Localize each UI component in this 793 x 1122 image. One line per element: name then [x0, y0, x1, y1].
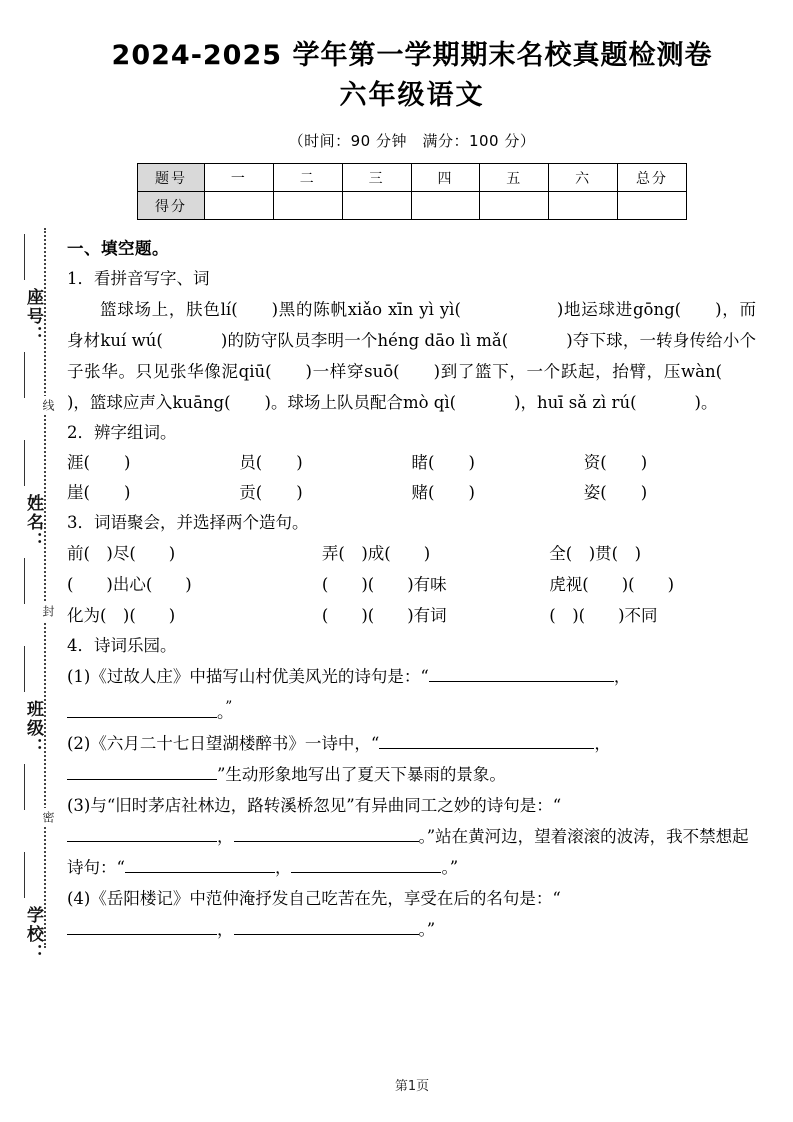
word-pair-zi1[interactable] — [584, 448, 756, 478]
q4-1-text-b: ， — [613, 667, 631, 686]
word-char-ya: 涯( — [67, 453, 90, 472]
q1-text-6: )夺下球，一转身传给小个子张华。只见张华像泥 — [67, 331, 757, 381]
seal-label-class: 班级： — [23, 700, 43, 757]
q4-1-quote-close: ” — [225, 699, 233, 715]
word-pair-zi2[interactable] — [584, 478, 756, 508]
score-cell-5[interactable] — [480, 192, 549, 220]
idiom-2-3[interactable]: 虎视( )( ) — [549, 575, 675, 594]
q4-2-text-b: ， — [594, 733, 611, 753]
question-2-title: 2．辨字组词。 — [67, 423, 177, 442]
word-paren-close: ) — [296, 453, 303, 472]
word-paren-close: ) — [123, 453, 131, 472]
idiom-1-2[interactable]: 弄( )成( ) — [321, 544, 431, 563]
score-table-col-5: 五 — [480, 164, 549, 192]
idiom-3-3[interactable]: ( )( )不同 — [549, 606, 658, 625]
score-table — [137, 163, 687, 220]
seal-rule-4 — [24, 558, 25, 604]
q4-3-blank-2[interactable] — [234, 825, 419, 842]
word-char-ai: 崖( — [67, 483, 90, 502]
idiom-2-2[interactable]: ( )( )有味 — [321, 575, 447, 594]
exam-page — [62, 0, 762, 1122]
q1-pinyin-4: kuí wú( — [100, 331, 163, 350]
q4-3-text-d: ， — [274, 857, 292, 877]
q1-text-7: )一样穿 — [305, 362, 365, 381]
idiom-2-1[interactable]: ( )出心( ) — [67, 575, 192, 594]
word-pair-ya[interactable] — [67, 448, 239, 478]
word-char-zi1: 资( — [583, 453, 607, 472]
word-paren-close: ) — [640, 453, 648, 472]
page-title: 2024-2025 学年第一学期期末名校真题检测卷 — [111, 40, 713, 71]
exam-content — [62, 234, 762, 945]
q4-1-blank-1[interactable] — [429, 665, 614, 682]
question-4-item-3 — [67, 790, 756, 883]
question-4-item-4 — [67, 883, 756, 945]
word-pair-du1[interactable] — [412, 448, 584, 478]
section-1-title: 一、填空题。 — [67, 239, 169, 258]
q4-3-blank-1[interactable] — [67, 825, 217, 842]
q4-4-blank-2[interactable] — [234, 918, 419, 935]
seal-rule-3 — [24, 440, 25, 486]
seal-label-school: 学校： — [23, 906, 43, 963]
score-cell-total[interactable] — [618, 192, 687, 220]
score-cell-3[interactable] — [342, 192, 411, 220]
score-cell-4[interactable] — [411, 192, 480, 220]
score-cell-2[interactable] — [273, 192, 342, 220]
q1-pinyin-1: lí( — [220, 300, 238, 319]
score-table-container — [62, 163, 762, 220]
seal-rule-6 — [24, 764, 25, 810]
q4-2-blank-1[interactable] — [379, 732, 594, 749]
seal-rule-1 — [24, 234, 25, 280]
word-paren-close: ) — [123, 483, 131, 502]
q1-text-5: )的防守队员李明一个 — [220, 331, 378, 350]
q1-text-8: )到了篮下，一个跃起，抬臂，压 — [433, 362, 681, 381]
seal-mark-mi: 密 — [36, 808, 54, 827]
page-subtitle: 六年级语文 — [339, 80, 485, 111]
q1-text-1: 篮球场上，肤色 — [100, 300, 221, 319]
question-4-item-2 — [67, 728, 756, 790]
question-3-title: 3．词语聚会，并选择两个造句。 — [67, 513, 309, 532]
q4-4-text-b: ， — [217, 919, 234, 939]
question-3-row-3 — [67, 600, 756, 631]
question-3-row-2 — [67, 569, 756, 600]
question-4-title: 4．诗词乐园。 — [67, 636, 177, 655]
q1-text-3: )地运球进 — [556, 300, 633, 319]
question-2-row-2 — [67, 478, 756, 508]
question-2-row-1 — [67, 448, 756, 478]
score-table-col-4: 四 — [411, 164, 480, 192]
q4-3-text-e: 。” — [441, 857, 459, 877]
idiom-1-3[interactable]: 全( )贯( ) — [549, 544, 642, 563]
q1-text-4: )，而身材 — [67, 300, 757, 350]
q1-pinyin-6: qiū( — [238, 362, 272, 381]
score-table-col-1: 一 — [205, 164, 274, 192]
q4-2-blank-2[interactable] — [67, 763, 217, 780]
seal-sidebar — [0, 228, 62, 963]
q1-text-9: )，篮球应声入 — [67, 393, 173, 412]
word-pair-yuan[interactable] — [239, 448, 411, 478]
seal-label-name: 姓名： — [23, 494, 43, 551]
question-4-item-1 — [67, 661, 756, 728]
idiom-3-2[interactable]: ( )( )有词 — [321, 606, 447, 625]
table-row — [138, 192, 687, 220]
score-cell-1[interactable] — [205, 192, 274, 220]
word-char-zi2: 姿( — [583, 483, 607, 502]
word-pair-ai[interactable] — [67, 478, 239, 508]
q4-3-blank-3[interactable] — [125, 856, 275, 873]
word-paren-close: ) — [468, 483, 475, 502]
table-row — [138, 164, 687, 192]
q4-3-text-a: (3)与“旧时茅店社林边，路转溪桥忽见”有异曲同工之妙的诗句是：“ — [67, 795, 562, 815]
q4-2-text-c: ”生动形象地写出了夏天下暴雨的景象。 — [217, 764, 506, 784]
q4-1-text-c: 。 — [217, 702, 226, 722]
question-1-passage — [67, 294, 756, 418]
q4-2-text-a: (2)《六月二十七日望湖楼醉书》一诗中，“ — [67, 733, 380, 753]
seal-mark-xian: 线 — [36, 396, 54, 415]
question-1-title: 1．看拼音写字、词 — [67, 269, 210, 288]
score-table-col-6: 六 — [549, 164, 618, 192]
q4-4-text-c: 。” — [418, 919, 436, 939]
score-table-col-total: 总分 — [618, 164, 687, 192]
seal-rule-7 — [24, 852, 25, 898]
word-char-gong: 贡( — [239, 483, 263, 502]
score-table-col-2: 二 — [273, 164, 342, 192]
q1-pinyin-10: mò qì( — [402, 393, 457, 412]
word-char-du2: 赌( — [411, 483, 435, 502]
seal-rule-2 — [24, 352, 25, 398]
score-table-rowhead-score: 得分 — [138, 192, 205, 220]
word-paren-close: ) — [296, 483, 303, 502]
q4-3-text-c: 。”站在黄河边，望着滚滚的波涛，我不禁想起诗句：“ — [67, 826, 749, 877]
word-char-du1: 睹( — [411, 453, 435, 472]
q1-pinyin-5: héng dāo lì mǎ( — [377, 331, 509, 350]
q1-text-11: )， — [514, 393, 538, 412]
word-paren-close: ) — [468, 453, 475, 472]
score-table-rowhead-question: 题号 — [138, 164, 205, 192]
q1-text-10: )。球场上队员配合 — [264, 393, 403, 412]
seal-label-seat-number: 座号： — [23, 288, 43, 345]
q1-pinyin-2: xiǎo xīn yì yì( — [347, 300, 461, 319]
q4-3-blank-4[interactable] — [291, 856, 441, 873]
score-table-col-3: 三 — [342, 164, 411, 192]
question-3-row-1 — [67, 538, 756, 569]
q1-pinyin-3: gōng( — [633, 300, 682, 319]
q4-1-text-a: (1)《过故人庄》中描写山村优美风光的诗句是：“ — [67, 667, 429, 686]
q1-pinyin-11: huī sǎ zì rú( — [537, 393, 637, 412]
q4-1-blank-2[interactable] — [67, 701, 217, 718]
q1-text-2: )黑的陈帆 — [271, 300, 348, 319]
idiom-1-1[interactable]: 前( )尽( ) — [67, 544, 176, 563]
seal-rule-5 — [24, 646, 25, 692]
word-paren-close: ) — [640, 483, 648, 502]
word-pair-gong[interactable] — [239, 478, 411, 508]
idiom-3-1[interactable]: 化为( )( ) — [67, 606, 176, 625]
word-char-yuan: 员( — [239, 453, 263, 472]
q1-pinyin-9: kuāng( — [172, 393, 231, 412]
q4-3-text-b: ， — [217, 826, 234, 846]
page-footer: 第1页 — [394, 1079, 430, 1094]
word-pair-du2[interactable] — [412, 478, 584, 508]
q4-4-blank-1[interactable] — [67, 918, 217, 935]
q4-4-text-a: (4)《岳阳楼记》中范仲淹抒发自己吃苦在先，享受在后的名句是：“ — [67, 888, 561, 908]
seal-mark-feng: 封 — [36, 602, 54, 621]
q1-pinyin-7: suō( — [364, 362, 400, 381]
score-cell-6[interactable] — [549, 192, 618, 220]
q1-pinyin-8: wàn( — [681, 362, 723, 381]
exam-meta: （时间：90 分钟 满分：100 分） — [288, 132, 536, 150]
q1-text-12: )。 — [694, 393, 718, 412]
